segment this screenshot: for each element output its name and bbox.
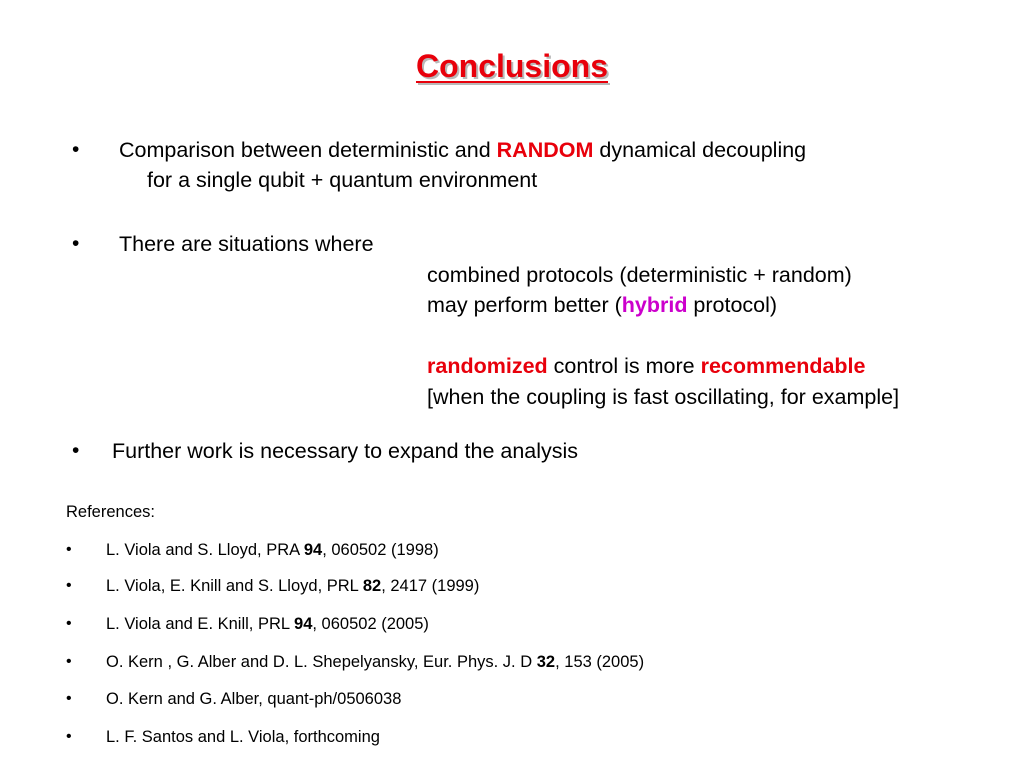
bullet-2-line-2: combined protocols (deterministic + random) [427, 263, 852, 287]
bullet-2-line-1: There are situations where [119, 232, 374, 256]
reference-text-end: , 060502 (2005) [312, 615, 429, 633]
bullet-1-text-end: dynamical decoupling [593, 138, 807, 162]
reference-item [106, 614, 429, 634]
references-heading: References: [66, 503, 155, 521]
bullet-2-line-4 [427, 351, 866, 381]
reference-text-end: , 153 (2005) [555, 653, 645, 671]
reference-volume: 94 [303, 541, 323, 559]
reference-volume: 94 [294, 615, 313, 633]
reference-bullet: • [66, 615, 72, 632]
bullet-marker: • [72, 138, 80, 161]
reference-text-end: , 060502 (1998) [322, 541, 439, 559]
reference-item [106, 689, 401, 709]
recommendable-highlight: recommendable [700, 354, 866, 378]
reference-bullet: • [66, 690, 72, 707]
reference-text: L. Viola and E. Knill, PRL [106, 615, 295, 633]
random-highlight: RANDOM [496, 138, 594, 162]
hybrid-highlight: hybrid [621, 293, 688, 317]
reference-item [106, 727, 380, 747]
bullet-2-line-5: [when the coupling is fast oscillating, for example] [427, 385, 900, 409]
reference-text: L. Viola, E. Knill and S. Lloyd, PRL [106, 577, 363, 595]
bullet-marker: • [72, 439, 80, 462]
reference-text: O. Kern and G. Alber, quant-ph/0506038 [106, 690, 402, 708]
reference-bullet: • [66, 728, 72, 745]
bullet-marker: • [72, 232, 80, 255]
reference-volume: 82 [362, 577, 382, 595]
reference-bullet: • [66, 541, 72, 558]
bullet-2-line-4-text: control is more [547, 354, 701, 378]
reference-volume: 32 [536, 653, 556, 671]
bullet-1-line-2: for a single qubit + quantum environment [147, 168, 538, 192]
slide-title: Conclusions [415, 48, 608, 84]
bullet-1-text: Comparison between deterministic and [119, 138, 497, 162]
randomized-highlight: randomized [427, 354, 548, 378]
reference-text-end: , 2417 (1999) [381, 577, 480, 595]
bullet-1-line-1 [119, 135, 806, 165]
bullet-3-line-1: Further work is necessary to expand the analysis [112, 439, 579, 463]
reference-item [106, 576, 479, 596]
reference-text: O. Kern , G. Alber and D. L. Shepelyansky, Eur. Phys. J. D [106, 653, 537, 671]
reference-text: L. F. Santos and L. Viola, forthcoming [106, 728, 380, 746]
reference-item [106, 652, 644, 672]
bullet-2-line-3-text: may perform better ( [427, 293, 622, 317]
bullet-2-line-3-end: protocol) [687, 293, 778, 317]
reference-bullet: • [66, 653, 72, 670]
bullet-2-line-3 [427, 290, 777, 320]
reference-bullet: • [66, 577, 72, 594]
reference-text: L. Viola and S. Lloyd, PRA [106, 541, 304, 559]
reference-item [106, 540, 439, 560]
